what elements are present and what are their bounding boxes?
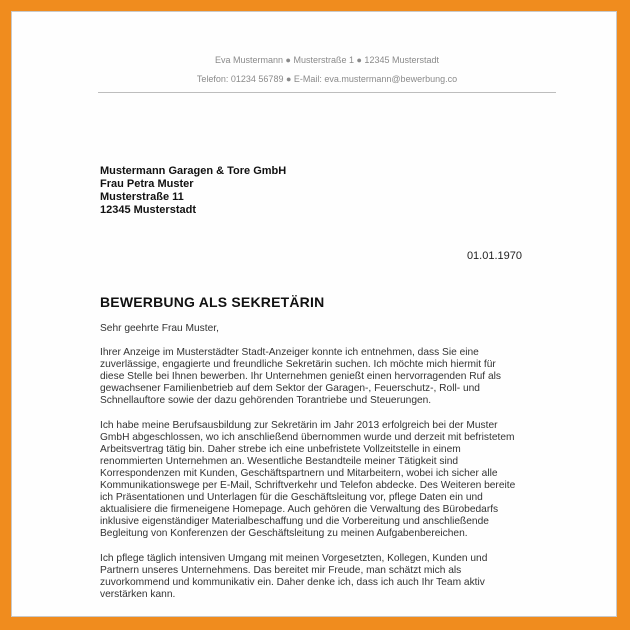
paragraph-line: Arbeitsvertrag tätig bin. Daher strebe ich eine unbefristete Vollzeitstelle in einem — [100, 443, 461, 455]
paragraph-line: Schnellauftore sowie der dazu gehörenden Torantriebe und Steuerungen. — [100, 395, 432, 407]
paragraph-line: Begleitung von Konferenzen der Geschäftsleitung zu meinen Aufgabenbereichen. — [100, 528, 468, 540]
paragraph-line: renommierten Unternehmen an. Wesentliche Bestandteile meiner Tätigkeit sind — [100, 455, 459, 467]
letterhead-contact: Telefon: 01234 56789 ● E-Mail: eva.mustermann@bewerbung.co — [196, 74, 458, 84]
paragraph-line: Korrespondenzen mit Kunden, Geschäftspartnern und Mitarbeitern, wobei ich sicher alle — [100, 467, 498, 479]
paragraph-line: zuverlässige, engagierte und freundliche Sekretärin suchen. Ich möchte mich hiermit für — [100, 359, 496, 371]
paragraph-3 — [100, 553, 562, 601]
paragraph-line: aktualisiere die firmeneigene Homepage. Auch gehören die Verwaltung des Bürobedarfs — [100, 504, 499, 516]
recipient-name: Frau Petra Muster — [100, 178, 194, 190]
recipient-city: 12345 Musterstadt — [100, 204, 196, 216]
paragraph-line: Ich pflege täglich intensiven Umgang mit meinen Vorgesetzten, Kollegen, Kunden und — [100, 552, 488, 564]
paragraph-line: Kommunikationswege per E-Mail, Schriftverkehr und Telefon abdecke. Des Weiteren bereite — [100, 480, 516, 492]
recipient-street: Musterstraße 11 — [100, 191, 184, 203]
paragraph-line: verstärken kann. — [100, 588, 176, 600]
letter-body — [100, 323, 562, 613]
letter-date: 01.01.1970 — [466, 250, 522, 262]
paragraph-line: GmbH abgeschlossen, wo ich anschließend übernommen wurde und derzeit mit befristetem — [100, 431, 515, 443]
recipient-block — [100, 165, 286, 217]
salutation: Sehr geehrte Frau Muster, — [100, 323, 219, 334]
paragraph-2 — [100, 420, 562, 541]
paragraph-line: ich Präsentationen und Unterlagen für die Geschäftsleitung vor, pflege Daten ein und — [100, 492, 483, 504]
paragraph-line: Partnern unseres Unternehmens. Das bereitet mir Freude, man schätzt mich als — [100, 564, 462, 576]
paragraph-line: inklusive eigenständiger Materialbeschaffung und die Vorbereitung und anschließende — [100, 516, 489, 528]
recipient-company: Mustermann Garagen & Tore GmbH — [100, 165, 287, 177]
paragraph-line: Ihrer Anzeige im Musterstädter Stadt-Anzeiger konnte ich entnehmen, dass Sie eine — [100, 347, 479, 359]
paragraph-line: Ich habe meine Berufsausbildung zur Sekretärin im Jahr 2013 erfolgreich bei der Muster — [100, 419, 498, 431]
letterhead-address: Eva Mustermann ● Musterstraße 1 ● 12345 Musterstadt — [215, 55, 439, 65]
paragraph-line: zuvorkommend und kommunikativ ein. Daher denke ich, dass ich auch Ihr Team aktiv — [100, 576, 485, 588]
letterhead-divider — [98, 92, 556, 93]
paragraph-line: gewachsener Familienbetrieb auf dem Sektor der Garagen-, Feuerschutz-, Roll- und — [100, 383, 480, 395]
paragraph-1 — [100, 347, 562, 407]
paragraph-line: diese Stelle bei Ihnen bewerben. Ihr Unternehmen genießt einen hervorragenden Ruf als — [100, 371, 501, 383]
letter-page — [11, 11, 617, 617]
letter-subject: BEWERBUNG ALS SEKRETÄRIN — [100, 294, 325, 310]
